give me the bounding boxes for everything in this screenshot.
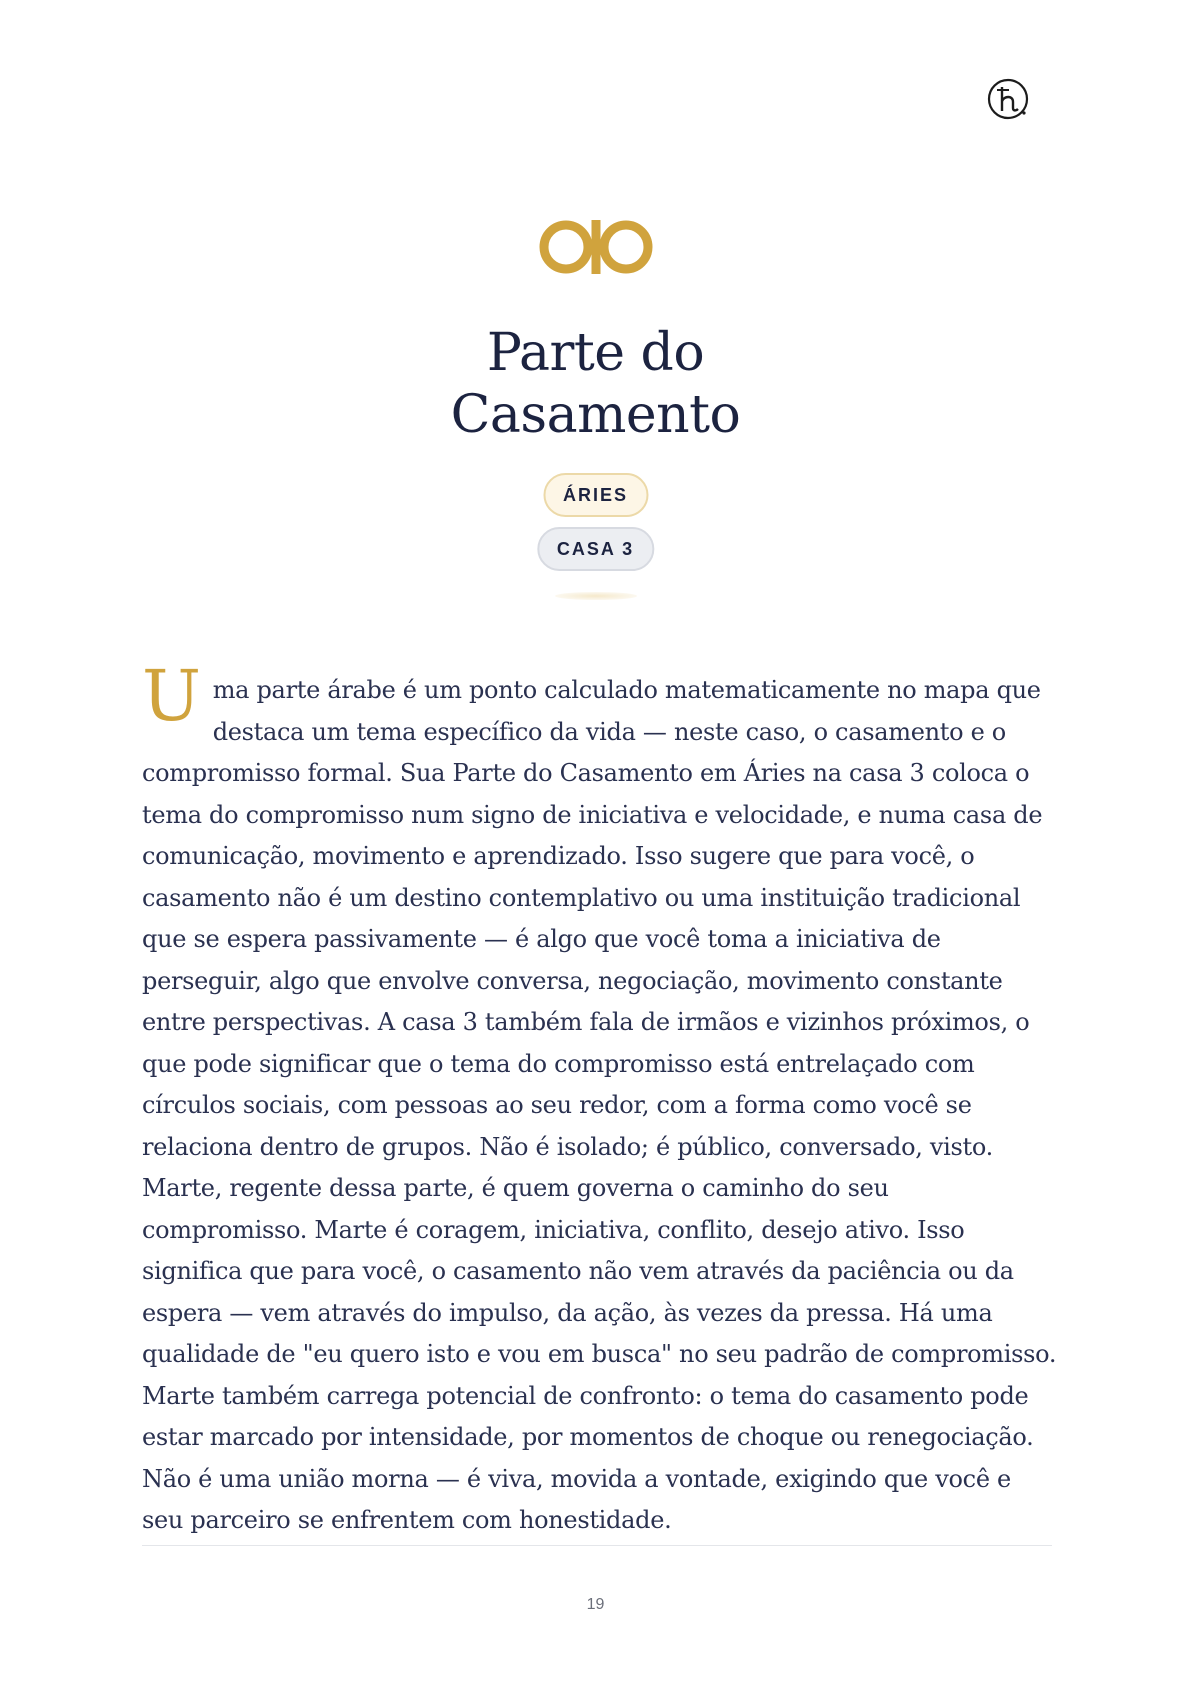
- part-of-marriage-glyph-icon: [536, 214, 656, 280]
- footer-divider: [142, 1545, 1052, 1546]
- body-paragraph-text: ma parte árabe é um ponto calculado matematicamente no mapa que destaca um tema específico da vida — neste caso, o casamento e o compromisso formal. Sua Parte do Casamento em Áries na casa 3 coloca o tema do compromisso num signo de iniciativa e velocidade, e numa casa de comunicação, movimento e aprendizado. Isso sugere que para você, o casamento não é um destino contemplativo ou uma instituição tradicional que se espera passivamente — é algo que você toma a iniciativa de perseguir, algo que envolve conversa, negociação, movimento constante entre perspectivas. A casa 3 também fala de irmãos e vizinhos próximos, o que pode significar que o tema do compromisso está entrelaçado com círculos sociais, com pessoas ao seu redor, com a forma como você se relaciona dentro de grupos. Não é isolado; é público, conversado, visto. Marte, regente dessa parte, é quem governa o caminho do seu compromisso. Marte é coragem, iniciativa, conflito, desejo ativo. Isso significa que para você, o casamento não vem através da paciência ou da espera — vem através do impulso, da ação, às vezes da pressa. Há uma qualidade de "eu quero isto e vou em busca" no seu padrão de compromisso. Marte também carrega potencial de confronto: o tema do casamento pode estar marcado por intensidade, por momentos de choque ou renegociação. Não é uma união morna — é viva, movida a vontade, exigindo que você e seu parceiro se enfrentem com honestidade.: [142, 676, 1057, 1534]
- house-badge: CASA 3: [537, 527, 654, 571]
- drop-cap: U: [142, 655, 201, 737]
- page-title: [0, 322, 1191, 446]
- body-paragraph: [142, 655, 1057, 1542]
- sign-badge: ÁRIES: [543, 473, 648, 517]
- h-monogram-logo-icon: [985, 76, 1031, 122]
- decorative-glow: [555, 592, 637, 600]
- page-number: 19: [586, 1596, 605, 1613]
- page-title-line-2: Casamento: [450, 385, 741, 445]
- page-title-line-1: Parte do: [486, 323, 705, 383]
